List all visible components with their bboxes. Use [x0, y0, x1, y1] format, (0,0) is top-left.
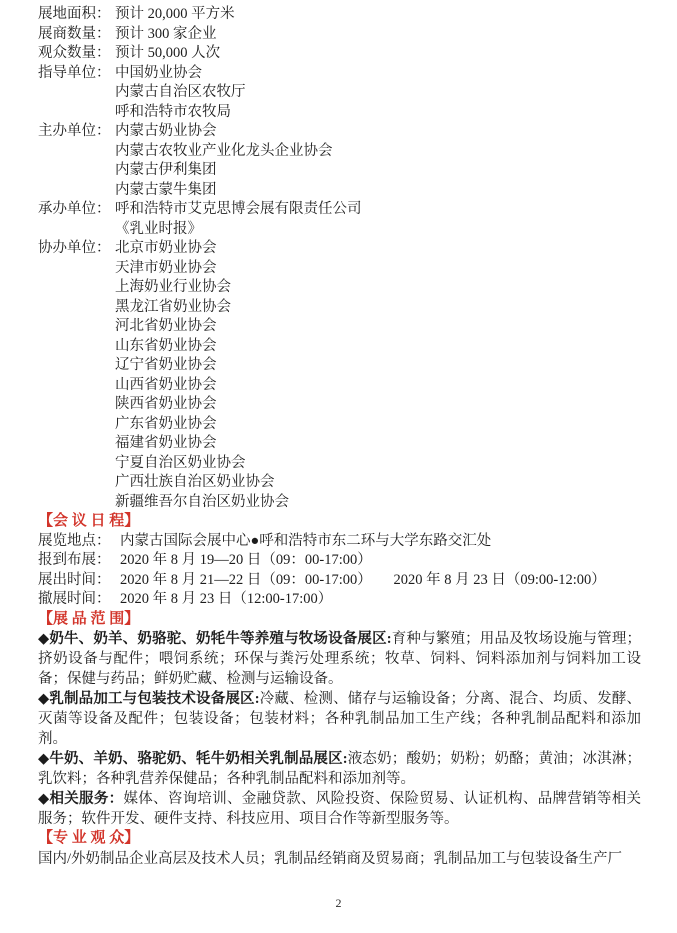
- info-label: [38, 356, 115, 376]
- exhibit-section-farming: [38, 629, 641, 689]
- info-row: [38, 493, 641, 513]
- info-value: 河北省奶业协会: [115, 318, 217, 334]
- info-label: [38, 473, 115, 493]
- schedule-label: 报到布展：: [38, 552, 111, 568]
- schedule-label: 展出时间：: [38, 571, 111, 588]
- info-label: [38, 376, 115, 396]
- schedule-row: [38, 571, 641, 591]
- info-label: 承办单位：: [38, 201, 111, 217]
- info-value: 山西省奶业协会: [115, 376, 217, 393]
- schedule-row: [38, 551, 641, 571]
- exhibit-section-title: 相关服务：: [49, 791, 124, 807]
- info-value: 内蒙古自治区农牧厅: [115, 84, 246, 100]
- info-value: 内蒙古农牧业产业化龙头企业协会: [115, 142, 333, 159]
- info-row: [38, 454, 641, 474]
- info-label: [38, 395, 115, 415]
- info-value: 福建省奶业协会: [115, 435, 217, 451]
- exhibit-section-title: 奶牛、奶羊、奶骆驼、奶牦牛等养殖与牧场设备展区:: [49, 631, 392, 647]
- info-value: 上海奶业行业协会: [115, 279, 231, 295]
- schedule-row: [38, 590, 641, 610]
- section-heading-exhibit-scope: 【展 品 范 围】: [38, 610, 140, 627]
- info-row: [38, 356, 641, 376]
- info-row: [38, 64, 641, 84]
- info-label: [38, 142, 115, 162]
- info-row: [38, 5, 641, 25]
- info-label: [38, 317, 115, 337]
- page-number: 2: [335, 896, 342, 910]
- info-row: [38, 200, 641, 220]
- exhibit-section-title: 牛奶、羊奶、骆驼奶、牦牛奶相关乳制品展区:: [49, 751, 348, 767]
- exhibit-section-body: 育种与繁殖；用品及牧场设施与管理；挤奶设备与配件；喂饲系统；环保与粪污处理系统；牧草、饲料、饲料添加剂与饲料加工设备；保健与药品；鲜奶贮藏、检测与运输设备。: [38, 631, 642, 687]
- info-value: 呼和浩特市农牧局: [115, 103, 231, 120]
- info-value: 《乳业时报》: [115, 220, 202, 237]
- info-label: 观众数量：: [38, 45, 111, 61]
- info-row: [38, 298, 641, 318]
- diamond-bullet-icon: ◆: [38, 751, 50, 767]
- info-row: [38, 376, 641, 396]
- info-label: [38, 415, 115, 435]
- info-row: [38, 161, 641, 181]
- schedule-value: 2020 年 8 月 19—20 日（09：00-17:00）: [120, 552, 372, 568]
- section-heading-conference-schedule: 【会 议 日 程】: [38, 513, 140, 529]
- info-label: 主办单位：: [38, 123, 111, 139]
- schedule-value: 2020 年 8 月 21—22 日（09：00-17:00） 2020 年 8 月 23 日（09:00-12:00）: [120, 571, 606, 588]
- info-value: 呼和浩特市艾克思博会展有限责任公司: [115, 201, 362, 217]
- schedule-label: 撤展时间：: [38, 591, 111, 607]
- schedule-value: 2020 年 8 月 23 日（12:00-17:00）: [120, 591, 333, 607]
- info-value: 预计 300 家企业: [115, 25, 217, 42]
- exhibit-section-dairy-products: [38, 749, 641, 789]
- info-value: 内蒙古蒙牛集团: [115, 181, 217, 198]
- info-value: 新疆维吾尔自治区奶业协会: [115, 493, 289, 510]
- section-heading-professional-visitors: 【专 业 观 众】: [38, 830, 140, 846]
- info-label: [38, 298, 115, 318]
- info-label: [38, 161, 115, 181]
- info-value: 广西壮族自治区奶业协会: [115, 474, 275, 490]
- info-value: 辽宁省奶业协会: [115, 357, 217, 373]
- info-value: 天津市奶业协会: [115, 259, 217, 276]
- info-label: [38, 181, 115, 201]
- info-row: [38, 473, 641, 493]
- info-row: [38, 181, 641, 201]
- info-value: 黑龙江省奶业协会: [115, 298, 231, 315]
- info-label: [38, 83, 115, 103]
- info-value: 北京市奶业协会: [115, 240, 217, 256]
- event-info-list: [38, 5, 641, 512]
- schedule-label: 展览地点：: [38, 532, 111, 549]
- schedule-list: [38, 532, 641, 610]
- info-value: 内蒙古伊利集团: [115, 162, 217, 178]
- info-row: [38, 434, 641, 454]
- info-row: [38, 259, 641, 279]
- diamond-bullet-icon: ◆: [38, 791, 50, 807]
- info-value: 内蒙古奶业协会: [115, 123, 217, 139]
- info-label: 展商数量：: [38, 25, 111, 42]
- exhibit-section-body: 液态奶；酸奶；奶粉；奶酪；黄油；冰淇淋；乳饮料；各种乳营养保健品；各种乳制品配料和添加剂等。: [38, 751, 641, 787]
- info-value: 中国奶业协会: [115, 64, 202, 81]
- info-label: [38, 259, 115, 279]
- info-row: [38, 142, 641, 162]
- exhibit-section-body: 媒体、咨询培训、金融贷款、风险投资、保险贸易、认证机构、品牌营销等相关服务；软件开发、硬件支持、科技应用、项目合作等新型服务等。: [38, 791, 642, 827]
- info-label: [38, 454, 115, 474]
- exhibit-section-title: 乳制品加工与包装技术设备展区:: [49, 691, 260, 707]
- info-row: [38, 278, 641, 298]
- info-row: [38, 83, 641, 103]
- info-label: 指导单位：: [38, 64, 111, 81]
- info-row: [38, 220, 641, 240]
- info-row: [38, 25, 641, 45]
- info-label: [38, 103, 115, 123]
- info-row: [38, 239, 641, 259]
- info-label: [38, 220, 115, 240]
- info-row: [38, 317, 641, 337]
- exhibit-section-processing-packaging: [38, 689, 641, 749]
- schedule-row: [38, 532, 641, 552]
- audience-body: 国内/外奶制品企业高层及技术人员；乳制品经销商及贸易商；乳制品加工与包装设备生产厂: [38, 850, 623, 867]
- diamond-bullet-icon: ◆: [38, 691, 50, 707]
- exhibit-section-body: 冷藏、检测、储存与运输设备；分离、混合、均质、发酵、灭菌等设备及配件；包装设备；包装材料；各种乳制品加工生产线；各种乳制品配料和添加剂。: [38, 691, 642, 747]
- info-label: [38, 337, 115, 357]
- info-row: [38, 395, 641, 415]
- info-value: 预计 50,000 人次: [115, 45, 221, 61]
- info-value: 山东省奶业协会: [115, 337, 217, 354]
- info-row: [38, 415, 641, 435]
- info-label: 展地面积：: [38, 6, 111, 22]
- diamond-bullet-icon: ◆: [38, 631, 50, 647]
- info-row: [38, 103, 641, 123]
- exhibit-section-related-services: [38, 789, 641, 829]
- info-value: 广东省奶业协会: [115, 415, 217, 432]
- info-label: [38, 278, 115, 298]
- info-label: [38, 434, 115, 454]
- info-label: 协办单位：: [38, 240, 111, 256]
- info-row: [38, 337, 641, 357]
- info-value: 陕西省奶业协会: [115, 396, 217, 412]
- info-row: [38, 44, 641, 64]
- info-label: [38, 493, 115, 513]
- info-value: 预计 20,000 平方米: [115, 6, 235, 22]
- info-value: 宁夏自治区奶业协会: [115, 454, 246, 471]
- schedule-value: 内蒙古国际会展中心●呼和浩特市东二环与大学东路交汇处: [120, 532, 492, 549]
- info-row: [38, 122, 641, 142]
